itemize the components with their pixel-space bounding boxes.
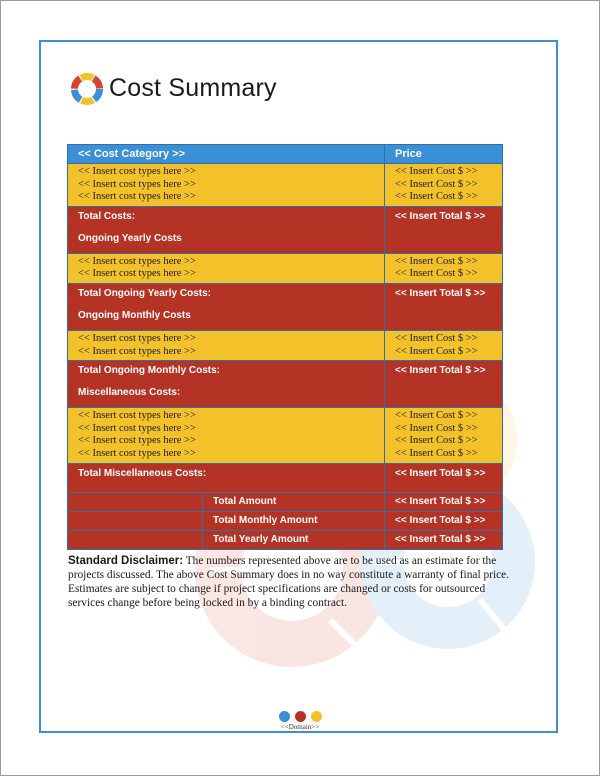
disclaimer-heading: Standard Disclaimer: [68, 555, 184, 567]
total-yearly-value[interactable]: << Insert Total $ >> [395, 287, 486, 299]
cost-price-item[interactable]: << Insert Cost $ >> [395, 447, 478, 459]
summary-value[interactable]: << Insert Total $ >> [385, 492, 503, 511]
red-dot-icon [295, 711, 306, 722]
summary-label: Total Monthly Amount [203, 511, 385, 530]
cost-summary-logo-icon [70, 72, 104, 106]
section-heading-yearly: Ongoing Yearly Costs [78, 232, 182, 244]
total-costs-row [68, 206, 503, 253]
summary-label: Total Amount [203, 492, 385, 511]
cost-type-item[interactable]: << Insert cost types here >> [78, 447, 196, 459]
summary-row-total [68, 492, 503, 511]
summary-row-yearly [68, 530, 503, 549]
cost-price-item[interactable]: << Insert Cost $ >> [395, 166, 478, 177]
total-monthly-value[interactable]: << Insert Total $ >> [395, 365, 486, 377]
standard-disclaimer [68, 554, 518, 610]
cost-type-item[interactable]: << Insert cost types here >> [78, 255, 196, 267]
total-monthly-row [68, 361, 503, 408]
section-heading-misc: Miscellaneous Costs: [78, 387, 181, 399]
cost-price-item[interactable]: << Insert Cost $ >> [395, 191, 478, 203]
cost-type-item[interactable]: << Insert cost types here >> [78, 435, 196, 447]
cost-type-item[interactable]: << Insert cost types here >> [78, 345, 196, 357]
cost-category-header: << Cost Category >> [68, 145, 385, 164]
summary-value[interactable]: << Insert Total $ >> [385, 530, 503, 549]
cost-types-cell[interactable] [68, 408, 385, 463]
table-header-row [68, 145, 503, 164]
summary-row-monthly [68, 511, 503, 530]
cost-types-cell[interactable] [68, 330, 385, 360]
cost-price-item[interactable]: << Insert Cost $ >> [395, 268, 478, 280]
total-misc-row [68, 463, 503, 492]
cost-price-cell[interactable] [385, 164, 503, 207]
cost-group-four [68, 408, 503, 463]
cost-price-item[interactable]: << Insert Cost $ >> [395, 178, 478, 190]
cost-price-item[interactable]: << Insert Cost $ >> [395, 332, 478, 344]
total-misc-value[interactable]: << Insert Total $ >> [395, 467, 486, 479]
cost-group-two [68, 253, 503, 283]
cost-type-item[interactable]: << Insert cost types here >> [78, 178, 196, 190]
total-monthly-label: Total Ongoing Monthly Costs: [78, 365, 221, 377]
cost-price-item[interactable]: << Insert Cost $ >> [395, 422, 478, 434]
footer-domain: <<Domain>> [280, 723, 320, 731]
section-heading-monthly: Ongoing Monthly Costs [78, 309, 191, 321]
total-costs-label: Total Costs: [78, 210, 136, 222]
yellow-dot-icon [311, 711, 322, 722]
cost-type-item[interactable]: << Insert cost types here >> [78, 332, 196, 344]
cost-price-cell[interactable] [385, 253, 503, 283]
cost-summary-table [67, 144, 503, 550]
cost-price-item[interactable]: << Insert Cost $ >> [395, 345, 478, 357]
cost-price-cell[interactable] [385, 330, 503, 360]
total-costs-value[interactable]: << Insert Total $ >> [395, 210, 486, 222]
cost-price-item[interactable]: << Insert Cost $ >> [395, 435, 478, 447]
cost-type-item[interactable]: << Insert cost types here >> [78, 410, 196, 422]
cost-price-item[interactable]: << Insert Cost $ >> [395, 410, 478, 422]
summary-spacer [68, 530, 203, 549]
footer-dots [279, 711, 323, 723]
cost-group-one [68, 164, 503, 207]
cost-type-item[interactable]: << Insert cost types here >> [78, 166, 196, 177]
cost-types-cell[interactable] [68, 253, 385, 283]
cost-type-item[interactable]: << Insert cost types here >> [78, 268, 196, 280]
price-header: Price [385, 145, 503, 164]
cost-types-cell[interactable] [68, 164, 385, 207]
total-misc-label: Total Miscellaneous Costs: [78, 467, 207, 479]
summary-label: Total Yearly Amount [203, 530, 385, 549]
summary-spacer [68, 492, 203, 511]
total-yearly-row [68, 283, 503, 330]
cost-price-cell[interactable] [385, 408, 503, 463]
summary-spacer [68, 511, 203, 530]
cost-group-three [68, 330, 503, 360]
cost-price-item[interactable]: << Insert Cost $ >> [395, 255, 478, 267]
summary-value[interactable]: << Insert Total $ >> [385, 511, 503, 530]
page-title: Cost Summary [109, 74, 277, 102]
total-yearly-label: Total Ongoing Yearly Costs: [78, 287, 211, 299]
cost-type-item[interactable]: << Insert cost types here >> [78, 191, 196, 203]
disclaimer-body: The numbers represented above are to be used as an estimate for the projects discussed. The above Cost Summary does in no way constitute a warranty of final price. Estimates are subject to change if project specifications are changed or costs for outsourced services change before being locked in by a binding contract. [68, 555, 510, 609]
cost-type-item[interactable]: << Insert cost types here >> [78, 422, 196, 434]
blue-dot-icon [279, 711, 290, 722]
